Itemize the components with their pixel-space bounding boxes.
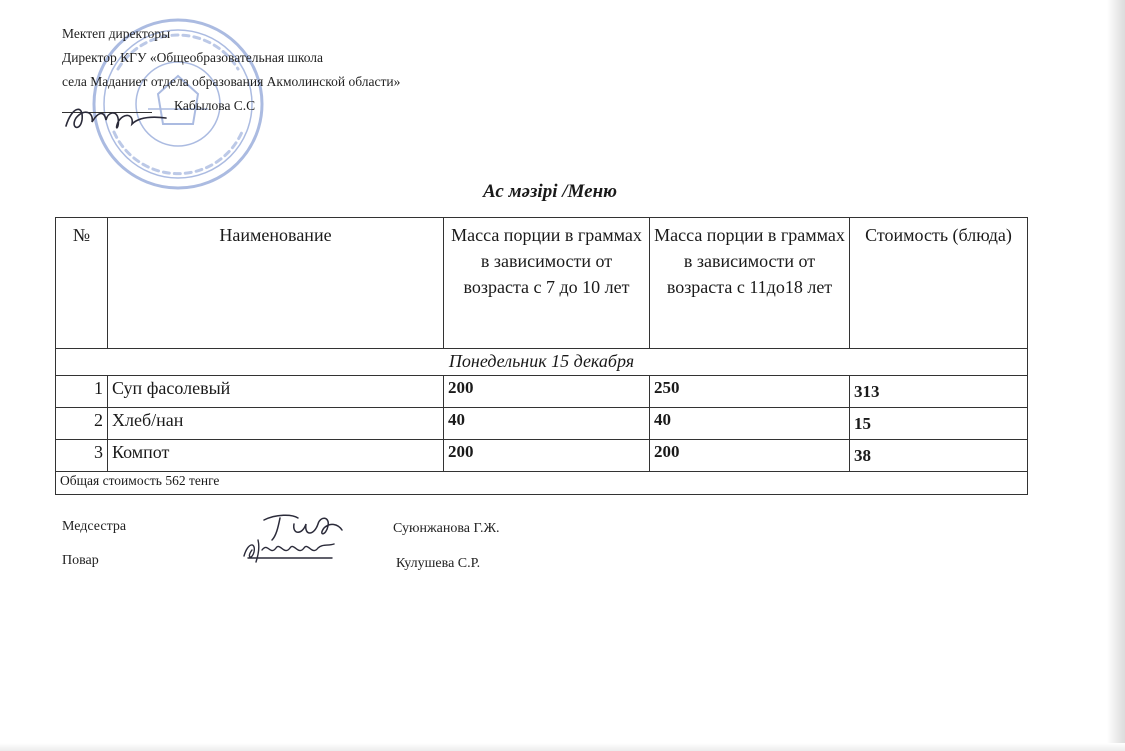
table-header-row	[56, 218, 1028, 349]
page-edge-shadow	[1107, 0, 1125, 751]
table-row	[56, 408, 1028, 440]
dish-name: Суп фасолевый	[108, 376, 444, 408]
dish-name: Компот	[108, 440, 444, 472]
row-number: 1	[56, 376, 108, 408]
cook-role: Повар	[62, 553, 99, 568]
mass-7-10: 40	[444, 408, 650, 440]
header-mass-11-18: Масса порции в граммах в зависимости от возраста с 11до18 лет	[650, 218, 850, 349]
cook-name: Кулушева С.Р.	[396, 556, 481, 571]
director-name: Кабылова С.С	[174, 98, 256, 113]
dish-cost: 38	[850, 440, 1028, 472]
approval-line-3: села Маданиет отдела образования Акмолинской области»	[62, 74, 401, 89]
day-row	[56, 349, 1028, 376]
mass-11-18: 200	[650, 440, 850, 472]
day-label: Понедельник 15 декабря	[56, 349, 1028, 376]
header-cost: Стоимость (блюда)	[850, 218, 1028, 349]
nurse-role: Медсестра	[62, 519, 127, 534]
header-mass-7-10: Масса порции в граммах в зависимости от возраста с 7 до 10 лет	[444, 218, 650, 349]
approval-line-2: Директор КГУ «Общеобразовательная школа	[62, 50, 324, 65]
mass-7-10: 200	[444, 440, 650, 472]
total-row	[56, 472, 1028, 495]
table-row	[56, 376, 1028, 408]
mass-7-10: 200	[444, 376, 650, 408]
dish-name: Хлеб/нан	[108, 408, 444, 440]
director-signature	[58, 98, 188, 138]
table-row	[56, 440, 1028, 472]
row-number: 3	[56, 440, 108, 472]
mass-11-18: 250	[650, 376, 850, 408]
dish-cost: 313	[850, 376, 1028, 408]
header-name: Наименование	[108, 218, 444, 349]
row-number: 2	[56, 408, 108, 440]
dish-cost: 15	[850, 408, 1028, 440]
mass-11-18: 40	[650, 408, 850, 440]
total-cost: Общая стоимость 562 тенге	[56, 472, 1028, 495]
menu-table	[55, 217, 1028, 495]
nurse-name: Суюнжанова Г.Ж.	[393, 521, 500, 536]
menu-title: Ас мәзірі /Меню	[483, 181, 617, 202]
header-number: №	[56, 218, 108, 349]
cook-signature	[238, 534, 338, 566]
approval-line-1: Мектеп директоры	[62, 26, 171, 41]
page-bottom-shadow	[0, 743, 1125, 751]
